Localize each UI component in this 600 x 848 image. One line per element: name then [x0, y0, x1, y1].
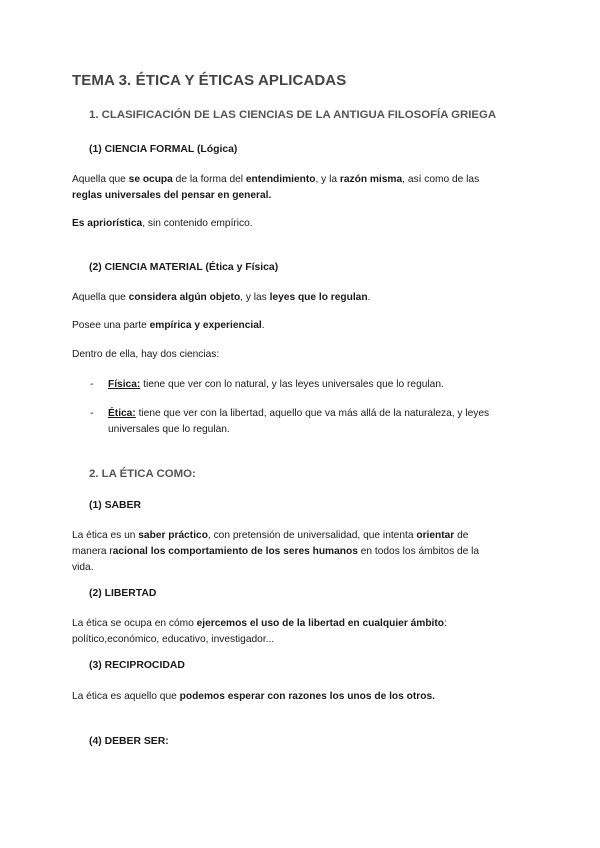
material-science-paragraph-2: Posee una parte empírica y experiencial.: [72, 320, 265, 331]
material-science-paragraph-3: Dentro de ella, hay dos ciencias:: [72, 349, 220, 360]
formal-science-paragraph-1: Aquella que se ocupa de la forma del entendimiento, y la razón misma, así como de las reglas universales del pensar en general.: [72, 174, 480, 201]
list-item-etica: Ética: tiene que ver con la libertad, aquello que va más allá de la naturaleza, y leyes universales que lo regulan.: [108, 408, 490, 435]
libertad-heading: (2) LIBERTAD: [89, 588, 157, 599]
list-item-fisica: Física: tiene que ver con lo natural, y las leyes universales que lo regulan.: [108, 379, 444, 390]
formal-science-paragraph-2: Es apriorística, sin contenido empírico.: [72, 218, 253, 229]
saber-heading: (1) SABER: [89, 500, 141, 511]
material-science-heading: (2) CIENCIA MATERIAL (Ética y Física): [89, 262, 279, 273]
reciprocidad-paragraph: La ética es aquello que podemos esperar con razones los unos de los otros.: [72, 691, 435, 702]
saber-paragraph: La ética es un saber práctico, con pretensión de universalidad, que intenta orientar de manera racional los comportamiento de los seres humanos en todos los ámbitos de la vida.: [72, 530, 480, 573]
formal-science-heading: (1) CIENCIA FORMAL (Lógica): [89, 144, 238, 155]
libertad-paragraph: La ética se ocupa en cómo ejercemos el uso de la libertad en cualquier ámbito: político,económico, educativo, investigador...: [72, 618, 447, 645]
section-2-heading: 2. LA ÉTICA COMO:: [89, 468, 196, 480]
page-title: TEMA 3. ÉTICA Y ÉTICAS APLICADAS: [72, 72, 347, 89]
deber-ser-heading: (4) DEBER SER:: [89, 736, 169, 747]
reciprocidad-heading: (3) RECIPROCIDAD: [89, 660, 185, 671]
list-item-dash: -: [90, 379, 94, 390]
section-1-heading: 1. CLASIFICACIÓN DE LAS CIENCIAS DE LA ANTIGUA FILOSOFÍA GRIEGA: [89, 109, 497, 121]
material-science-paragraph-1: Aquella que considera algún objeto, y las leyes que lo regulan.: [72, 292, 371, 303]
list-item-dash: -: [90, 408, 94, 419]
